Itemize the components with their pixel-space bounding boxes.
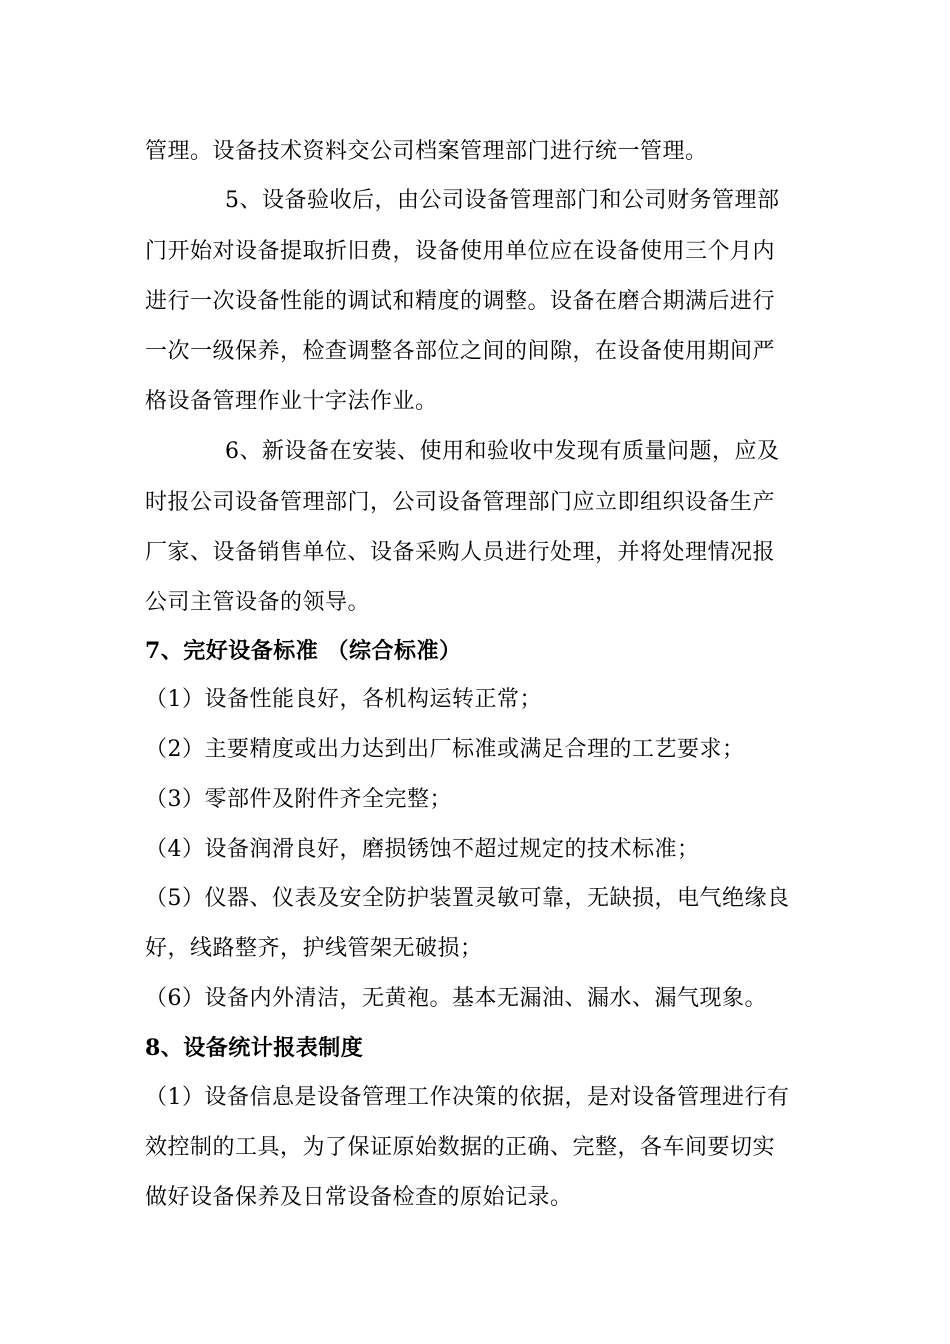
paragraph-line: 时报公司设备管理部门，公司设备管理部门应立即组织设备生产 [145, 490, 776, 515]
section-heading-8: 8、设备统计报表制度 [145, 1035, 364, 1061]
paragraph-line: 门开始对设备提取折旧费，设备使用单位应在设备使用三个月内 [145, 239, 776, 264]
list-item: （6）设备内外清洁，无黄袍。基本无漏油、漏水、漏气现象。 [145, 986, 767, 1011]
list-item: （5）仪器、仪表及安全防护装置灵敏可靠，无缺损，电气绝缘良 [145, 886, 790, 911]
section-heading-7: 7、完好设备标准 （综合标准） [145, 638, 462, 664]
paragraph-line: 6、新设备在安装、使用和验收中发现有质量问题，应及 [225, 439, 780, 464]
paragraph-line: 5、设备验收后，由公司设备管理部门和公司财务管理部 [225, 188, 780, 213]
list-item: （3）零部件及附件齐全完整； [145, 787, 452, 812]
list-item: （1）设备性能良好，各机构运转正常； [145, 687, 542, 712]
paragraph-line: 进行一次设备性能的调试和精度的调整。设备在磨合期满后进行 [145, 289, 776, 314]
list-item: （1）设备信息是设备管理工作决策的依据，是对设备管理进行有 [145, 1085, 790, 1110]
paragraph-line: 一次一级保养，检查调整各部位之间的间隙，在设备使用期间严 [145, 339, 776, 364]
list-item: （4）设备润滑良好，磨损锈蚀不超过规定的技术标准； [145, 837, 700, 862]
paragraph-line: 公司主管设备的领导。 [145, 590, 371, 615]
list-item: （2）主要精度或出力达到出厂标准或满足合理的工艺要求； [145, 737, 745, 762]
paragraph-line: 厂家、设备销售单位、设备采购人员进行处理，并将处理情况报 [145, 540, 776, 565]
paragraph-line: 管理。设备技术资料交公司档案管理部门进行统一管理。 [145, 139, 708, 164]
list-item: 好，线路整齐，护线管架无破损； [145, 936, 483, 961]
list-item: 做好设备保养及日常设备检查的原始记录。 [145, 1185, 573, 1210]
paragraph-line: 格设备管理作业十字法作业。 [145, 389, 438, 414]
list-item: 效控制的工具，为了保证原始数据的正确、完整，各车间要切实 [145, 1135, 776, 1160]
